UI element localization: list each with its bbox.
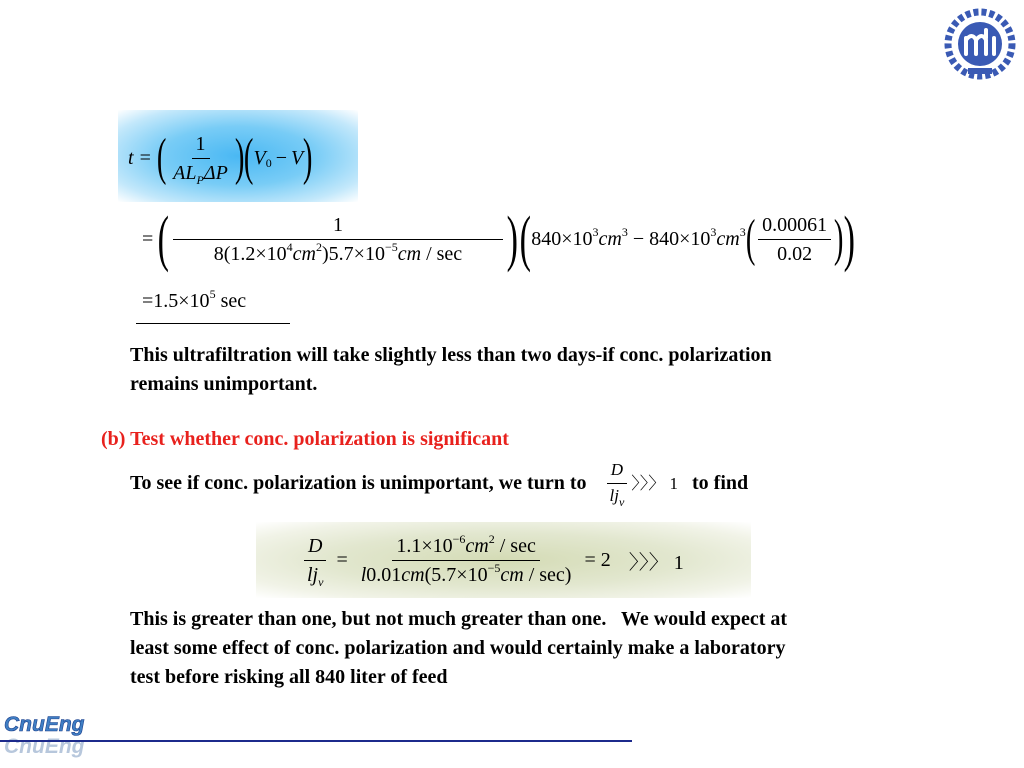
- laurel-logo-icon: [944, 8, 1016, 80]
- turn-to-text: To see if conc. polarization is unimportant, we turn to: [130, 471, 587, 494]
- closing-line-3: test before risking all 840 liter of feed: [130, 666, 448, 688]
- eq1-v: V: [290, 146, 304, 169]
- eq1-lhs: t: [128, 146, 134, 169]
- eq2-term2: $840\times 10^3cm^3$: [649, 224, 746, 250]
- eq4-fraction: [357, 531, 576, 586]
- closing-line-2: least some effect of conc. polarization and would certainly make a laboratory: [130, 637, 786, 659]
- eq2-ratio: $\frac{0.00061}{0.02}$: [758, 214, 831, 265]
- section-heading-b: (b) Test whether conc. polarization is significant: [101, 428, 509, 450]
- turn-to-line: [130, 453, 748, 513]
- eq2-denominator: $8(1.2\times 10^4cm^2)5.7\times 10^{-5}cm / \sec$: [213, 239, 463, 265]
- eq1-numerator: 1: [192, 133, 210, 159]
- eq1-equals: =: [139, 146, 151, 169]
- footer-brand-shadow: CnuEng: [4, 735, 85, 758]
- eq1-fraction: [169, 132, 232, 187]
- eq2-numerator: 1: [173, 214, 503, 240]
- closing-line-1: This is greater than one, but not much greater than one. We would expect at: [130, 608, 788, 630]
- eq1-v0: V: [253, 146, 266, 169]
- equation-time: t = ( $\frac{1}{AL_P\Delta P}$ ) ( V 0 − V ): [128, 129, 313, 187]
- eq2-term1: $840\times 10^3cm^3$: [531, 224, 628, 250]
- to-find-text: to find: [692, 471, 749, 494]
- equation-substitution: = ( $\frac{1}{8(1.2\times 10^4cm^2)5.7\times 10^{-5}cm / \sec}$ ) ( $840\times 10^3cm^3$ − $840\times 10^3cm^3$ ( $\frac{0.00061}{0.02}$ ) ): [142, 205, 856, 273]
- footer-brand-text: CnuEng: [4, 713, 85, 736]
- conclusion-paragraph: [130, 341, 990, 399]
- result-underline: [136, 323, 290, 324]
- university-logo: [944, 8, 1016, 80]
- eq1-denominator: $AL_P\Delta P$: [173, 161, 228, 187]
- inline-ratio: $\frac{D}{lj_v}$ 〉〉〉 1: [602, 461, 678, 505]
- eq2-fraction: [173, 214, 503, 265]
- equation-result: $=1.5\times 10^5$ sec: [142, 287, 247, 312]
- footer-brand: [4, 714, 84, 758]
- eq4-numerator: $1.1\times 10^{-6}cm^2 / \sec$: [392, 535, 539, 561]
- eq4-lhs: $\frac{D}{lj_v}$: [303, 535, 327, 586]
- eq4-relation: 〉〉〉 1: [628, 551, 684, 574]
- conclusion-line-1: This ultrafiltration will take slightly less than two days-if conc. polarization: [130, 344, 772, 366]
- closing-paragraph: [130, 605, 1000, 692]
- footer-rule: [0, 740, 632, 742]
- eq4-denominator: $l0.01cm(5.7\times 10^{-5}cm / \sec)$: [360, 560, 572, 586]
- eq4-result: = 2: [584, 548, 611, 571]
- conclusion-line-2: remains unimportant.: [130, 373, 318, 395]
- equation-ratio: $\frac{D}{lj_v}$ = $\frac{1.1\times 10^{-6}cm^2 / \sec}{l0.01cm(5.7\times 10^{-5}cm / \sec)}$ = 2 〉〉〉 1: [300, 524, 684, 596]
